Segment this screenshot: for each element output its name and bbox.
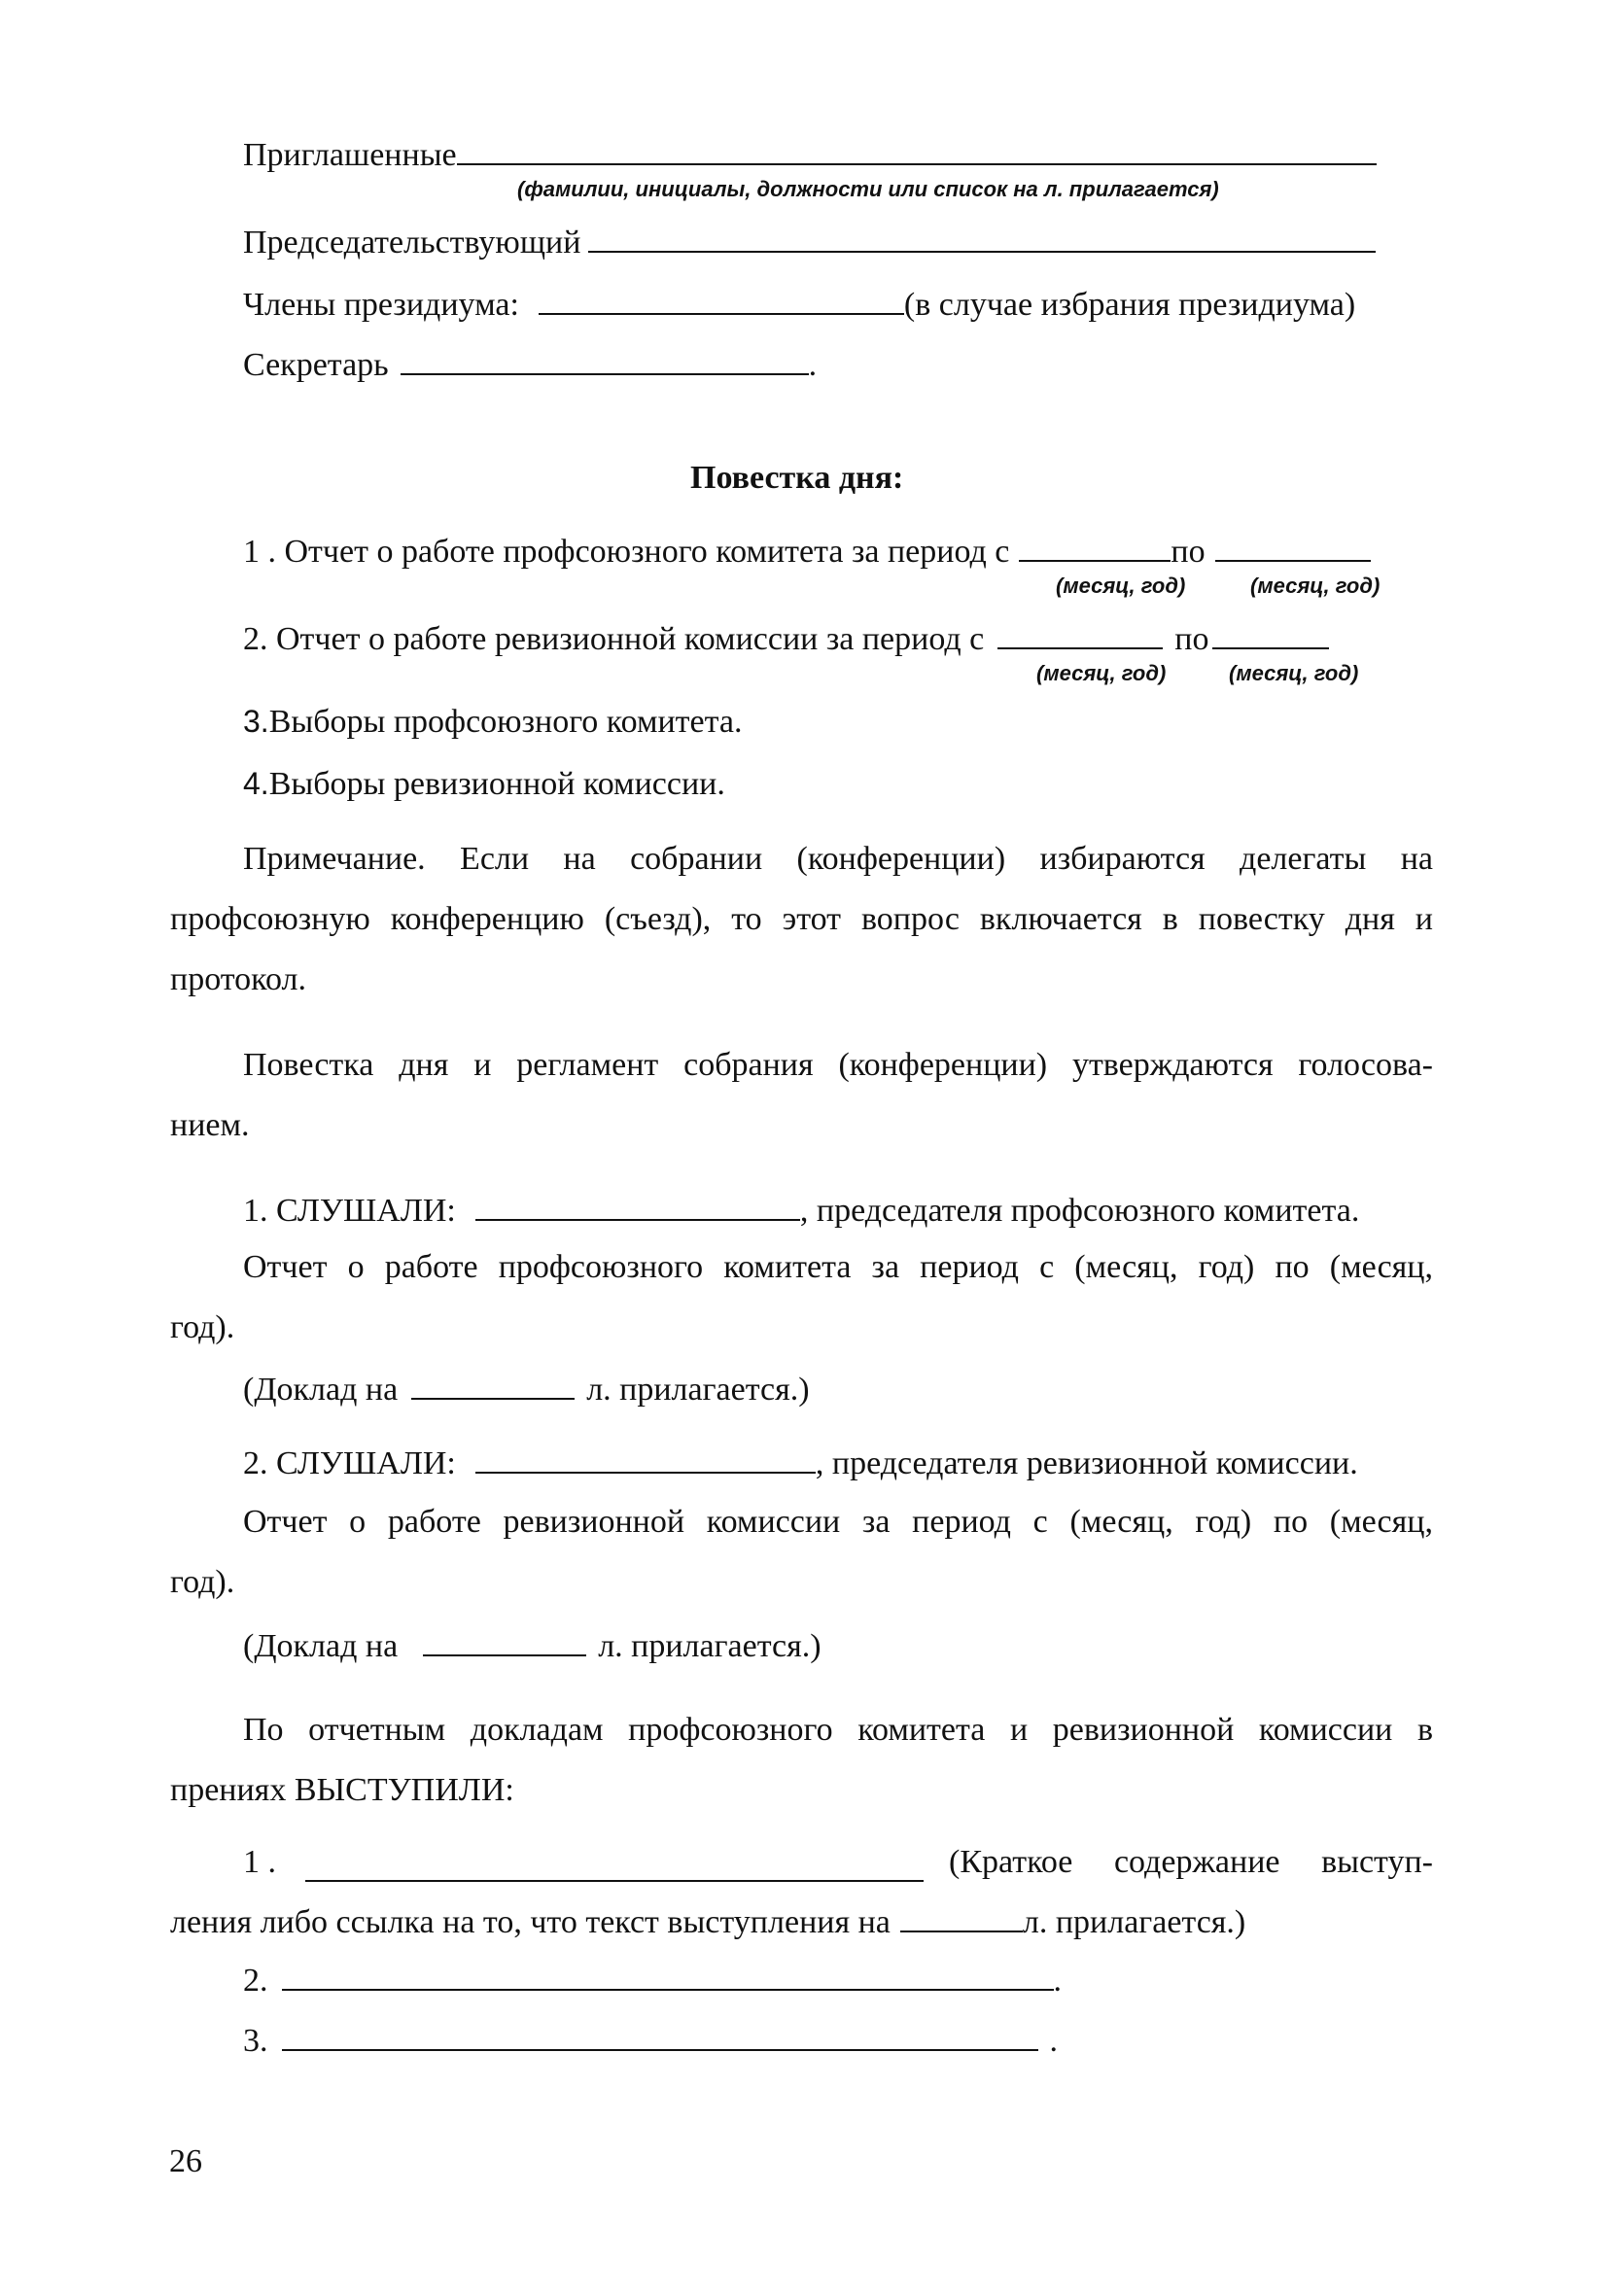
page-number: 26 — [169, 2143, 202, 2179]
heard-2-report-blank[interactable] — [423, 1625, 586, 1656]
heard-2-text-1: Отчет о работе ревизионной комиссии за период с (месяц, год) по (месяц, — [243, 1504, 1433, 1540]
agenda-item-2-note-from: (месяц, год) — [1036, 661, 1167, 685]
speaker-1-num: 1 . — [243, 1844, 276, 1880]
presidium-blank[interactable] — [539, 284, 904, 315]
heard-2-text-2: год). — [170, 1564, 235, 1600]
debate-line-1: По отчетным докладам профсоюзного комитета и ревизионной комиссии в — [243, 1712, 1433, 1748]
heard-2-suffix: , председателя ревизионной комиссии. — [815, 1445, 1358, 1481]
agenda-item-1-note-from: (месяц, год) — [1056, 574, 1186, 598]
agenda-item-3-num: 3. — [243, 704, 269, 739]
agenda-item-1-from-blank[interactable] — [1019, 531, 1171, 562]
debate-line-2: прениях ВЫСТУПИЛИ: — [170, 1772, 514, 1808]
speaker-3-num: 3. — [243, 2023, 268, 2059]
heard-2-label: 2. СЛУШАЛИ: — [243, 1445, 456, 1481]
speaker-3-line — [243, 2020, 1058, 2061]
heard-1-report-suffix: л. прилагается.) — [586, 1372, 810, 1408]
agenda-item-4 — [243, 764, 725, 804]
secretary-line — [243, 344, 817, 385]
speaker-1-line-2-prefix: ления либо ссылка на то, что текст выступления на — [170, 1904, 891, 1940]
note-line-2: профсоюзную конференцию (съезд), то этот вопрос включается в повестку дня и — [170, 901, 1433, 937]
heard-1-suffix: , председателя профсоюзного комитета. — [799, 1193, 1360, 1229]
speaker-3-blank[interactable] — [282, 2020, 1038, 2051]
agenda-item-3 — [243, 702, 742, 742]
heard-1-text-1: Отчет о работе профсоюзного комитета за период с (месяц, год) по (месяц, — [243, 1249, 1433, 1285]
agenda-item-2-to: по — [1174, 621, 1209, 657]
agenda-item-2-note-to: (месяц, год) — [1229, 661, 1359, 685]
agenda-item-1-to: по — [1171, 534, 1206, 570]
agenda-item-1 — [243, 531, 1371, 572]
speaker-1-line — [243, 1843, 1433, 1882]
heard-2-report-suffix: л. прилагается.) — [598, 1628, 821, 1664]
chair-blank[interactable] — [588, 222, 1376, 253]
agenda-item-4-num: 4. — [243, 766, 269, 801]
heard-2-blank[interactable] — [475, 1443, 816, 1474]
agenda-item-2 — [243, 618, 1329, 659]
agenda-item-1-note-to: (месяц, год) — [1250, 574, 1381, 598]
heard-1-text-2: год). — [170, 1309, 235, 1345]
speaker-2-blank[interactable] — [282, 1960, 1054, 1991]
speaker-1-blank[interactable] — [305, 1851, 924, 1882]
heard-1-label: 1. СЛУШАЛИ: — [243, 1193, 456, 1229]
speaker-1-line-2 — [170, 1901, 1245, 1942]
invited-line — [243, 134, 1377, 175]
chair-label: Председательствующий — [243, 225, 581, 261]
heard-1-blank[interactable] — [475, 1190, 800, 1221]
heard-2-report — [243, 1625, 821, 1666]
speaker-2-line — [243, 1960, 1062, 2000]
secretary-end: . — [808, 347, 818, 383]
speaker-2-num: 2. — [243, 1963, 268, 1999]
speaker-1-note: (Краткое содержание выступ- — [949, 1844, 1433, 1880]
secretary-label: Секретарь — [243, 347, 389, 383]
regl-line-1: Повестка дня и регламент собрания (конференции) утверждаются голосова- — [243, 1047, 1433, 1083]
note-line-1: Примечание. Если на собрании (конференции) избираются делегаты на — [243, 841, 1433, 877]
agenda-item-1-text: 1 . Отчет о работе профсоюзного комитета за период с — [243, 534, 1010, 570]
agenda-item-4-text: Выборы ревизионной комиссии. — [268, 766, 725, 802]
heard-1-line — [243, 1190, 1359, 1231]
secretary-blank[interactable] — [401, 344, 809, 375]
regl-line-2: нием. — [170, 1107, 250, 1143]
speaker-3-end: . — [1049, 2023, 1058, 2059]
invited-blank[interactable] — [457, 134, 1377, 165]
chair-line — [243, 222, 1376, 262]
heard-1-report — [243, 1369, 810, 1409]
heard-1-report-blank[interactable] — [411, 1369, 575, 1400]
invited-label: Приглашенные — [243, 137, 457, 173]
heard-2-line — [243, 1443, 1358, 1483]
heard-2-report-prefix: (Доклад на — [243, 1628, 399, 1664]
agenda-item-1-to-blank[interactable] — [1215, 531, 1371, 562]
note-line-3: протокол. — [170, 961, 306, 997]
presidium-line — [243, 284, 1355, 325]
agenda-item-2-text: 2. Отчет о работе ревизионной комиссии за период с — [243, 621, 985, 657]
presidium-label: Члены президиума: — [243, 287, 519, 323]
agenda-item-2-from-blank[interactable] — [997, 618, 1163, 649]
invited-note: (фамилии, инициалы, должности или список на л. прилагается) — [517, 177, 1219, 201]
agenda-item-2-to-blank[interactable] — [1212, 618, 1329, 649]
speaker-2-end: . — [1053, 1963, 1062, 1999]
heard-1-report-prefix: (Доклад на — [243, 1372, 399, 1408]
presidium-note: (в случае избрания президиума) — [903, 287, 1356, 323]
speaker-1-line-2-suffix: л. прилагается.) — [1022, 1904, 1246, 1940]
speaker-1-pages-blank[interactable] — [900, 1901, 1023, 1932]
agenda-item-3-text: Выборы профсоюзного комитета. — [268, 704, 743, 740]
agenda-title: Повестка дня: — [690, 460, 904, 496]
